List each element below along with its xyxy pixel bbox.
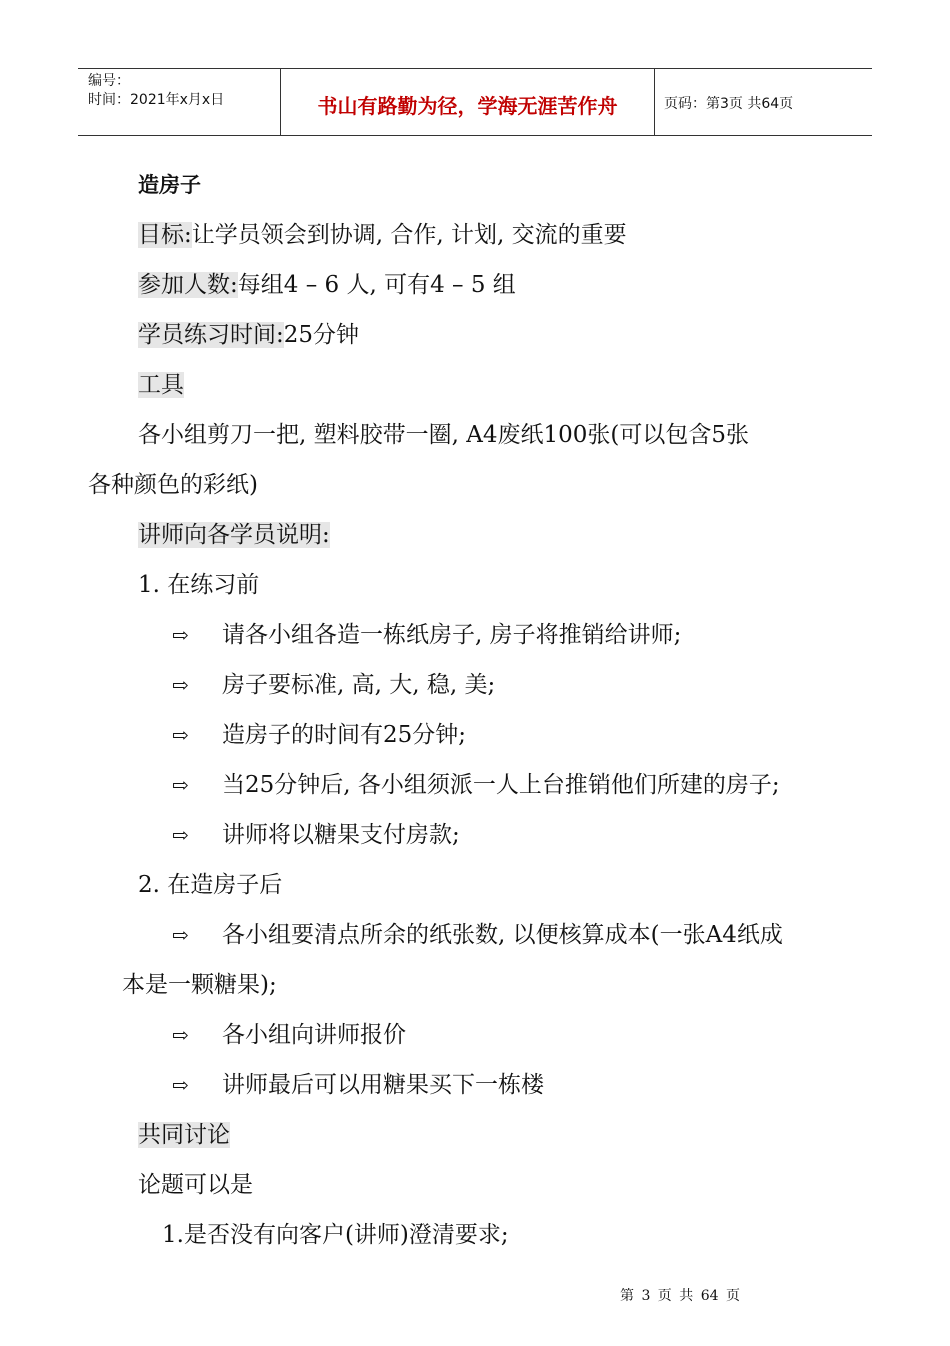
topics-intro: 论题可以是 bbox=[138, 1172, 253, 1198]
step-2-item: 讲师最后可以用糖果买下一栋楼 bbox=[222, 1072, 544, 1098]
practice-time-label: 学员练习时间: bbox=[138, 322, 284, 348]
tools-heading bbox=[138, 370, 184, 400]
participants-text: 每组4 – 6 人, 可有4 – 5 组 bbox=[237, 272, 516, 298]
arrow-right-outline-icon: ⇨ bbox=[172, 773, 189, 797]
practice-time-line bbox=[138, 320, 359, 350]
participants-label: 参加人数: bbox=[138, 272, 238, 298]
step-2-item-line-1: 各小组要清点所余的纸张数, 以便核算成本(一张A4纸成 bbox=[222, 922, 783, 948]
header-page-info: 页码：第3页 共64页 bbox=[664, 96, 794, 112]
practice-time-text: 25分钟 bbox=[283, 322, 360, 348]
discussion-label: 共同讨论 bbox=[138, 1122, 230, 1148]
instructor-heading bbox=[138, 520, 330, 550]
step-2-heading: 2. 在造房子后 bbox=[138, 872, 283, 898]
header-motto: 书山有路勤为径，学海无涯苦作舟 bbox=[281, 69, 655, 135]
step-2-item-line-2: 本是一颗糖果); bbox=[122, 972, 277, 998]
document-time-label: 时间：2021年x月x日 bbox=[88, 92, 225, 108]
discussion-heading bbox=[138, 1120, 230, 1150]
section-title: 造房子 bbox=[138, 173, 201, 197]
arrow-right-outline-icon: ⇨ bbox=[172, 823, 189, 847]
step-1-item: 当25分钟后, 各小组须派一人上台推销他们所建的房子; bbox=[222, 772, 780, 798]
step-1-item: 请各小组各造一栋纸房子, 房子将推销给讲师; bbox=[222, 622, 682, 648]
goal-text: 让学员领会到协调, 合作, 计划, 交流的重要 bbox=[191, 222, 627, 248]
step-1-item: 房子要标准, 高, 大, 稳, 美; bbox=[222, 672, 496, 698]
step-1-item: 讲师将以糖果支付房款; bbox=[222, 822, 460, 848]
page-header bbox=[78, 68, 872, 136]
arrow-right-outline-icon: ⇨ bbox=[172, 923, 189, 947]
tools-label: 工具 bbox=[138, 372, 184, 398]
document-number-label: 编号： bbox=[88, 73, 130, 89]
page-footer: 第 3 页 共 64 页 bbox=[620, 1288, 740, 1304]
topic-item: 1.是否没有向客户(讲师)澄清要求; bbox=[162, 1222, 509, 1248]
step-1-heading: 1. 在练习前 bbox=[138, 572, 260, 598]
arrow-right-outline-icon: ⇨ bbox=[172, 723, 189, 747]
arrow-right-outline-icon: ⇨ bbox=[172, 673, 189, 697]
arrow-right-outline-icon: ⇨ bbox=[172, 1023, 189, 1047]
instructor-label: 讲师向各学员说明: bbox=[138, 522, 330, 548]
participants-line bbox=[138, 270, 516, 300]
arrow-right-outline-icon: ⇨ bbox=[172, 623, 189, 647]
step-1-item: 造房子的时间有25分钟; bbox=[222, 722, 467, 748]
step-2-item: 各小组向讲师报价 bbox=[222, 1022, 406, 1048]
arrow-right-outline-icon: ⇨ bbox=[172, 1073, 189, 1097]
goal-line bbox=[138, 220, 627, 250]
tools-line-1: 各小组剪刀一把, 塑料胶带一圈, A4废纸100张(可以包含5张 bbox=[138, 422, 749, 448]
goal-label: 目标: bbox=[138, 222, 192, 248]
header-meta bbox=[78, 69, 281, 135]
tools-line-2: 各种颜色的彩纸) bbox=[88, 472, 258, 498]
